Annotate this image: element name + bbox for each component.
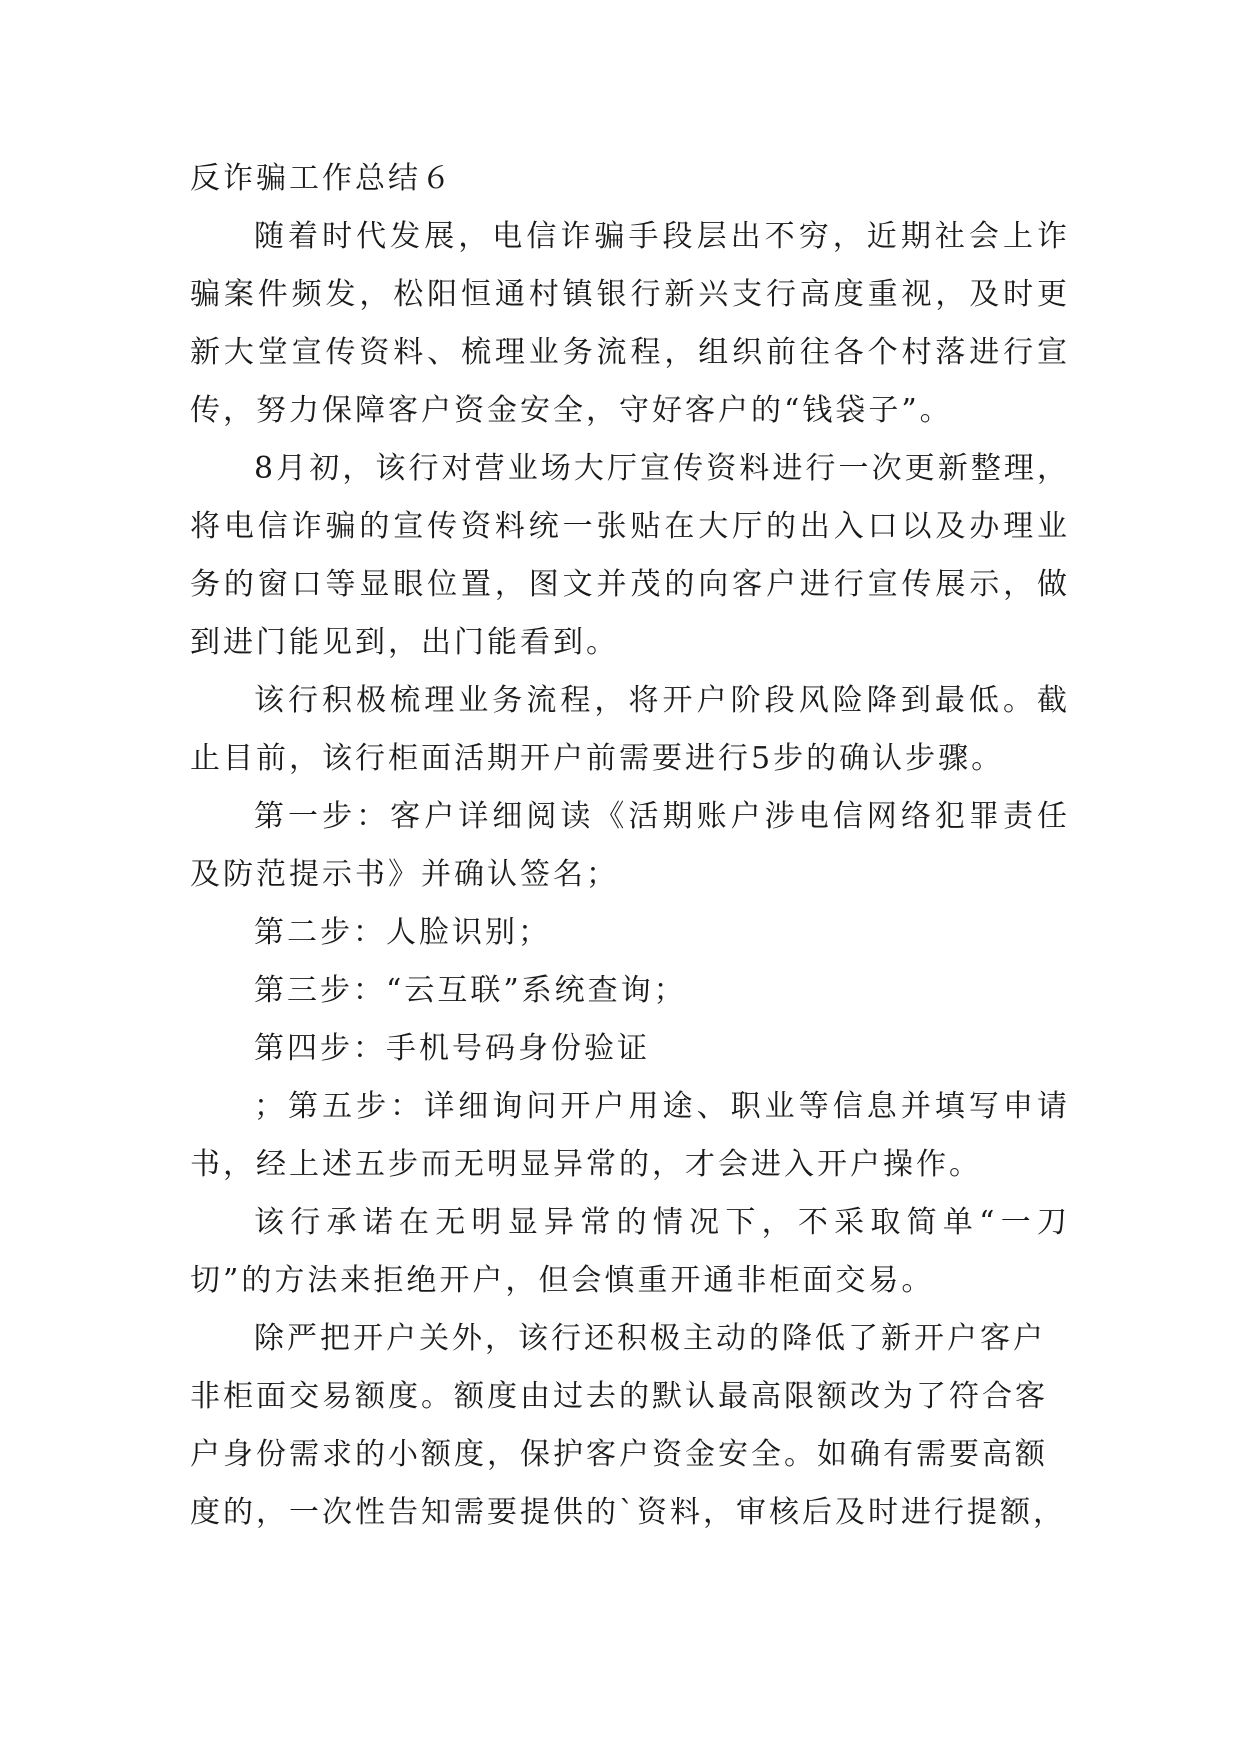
paragraph-august-update: 8月初，该行对营业场大厅宣传资料进行一次更新整理，将电信诈骗的宣传资料统一张贴在大厅的出入口以及办理业务的窗口等显眼位置，图文并茂的向客户进行宣传展示，做到进门能见到，出门能看到。 — [190, 451, 1070, 660]
paragraph-step-four: 第四步：手机号码身份验证 — [254, 1031, 650, 1066]
paragraph-step-three: 第三步：“云互联”系统查询； — [254, 973, 687, 1008]
document-title: 反诈骗工作总结６ — [190, 161, 454, 196]
paragraph-limit-reduction: 除严把开户关外，该行还积极主动的降低了新开户客户非柜面交易额度。额度由过去的默认最高限额改为了符合客户身份需求的小额度，保护客户资金安全。如确有需要高额度的，一次性告知需要提供的`资料，审核后及时进行提额， — [190, 1321, 1066, 1530]
paragraph-intro: 随着时代发展，电信诈骗手段层出不穷，近期社会上诈骗案件频发，松阳恒通村镇银行新兴支行高度重视，及时更新大堂宣传资料、梳理业务流程，组织前往各个村落进行宣传，努力保障客户资金安全，守好客户的“钱袋子”。 — [190, 219, 1070, 428]
paragraph-step-five: ；第五步：详细询问开户用途、职业等信息并填写申请书，经上述五步而无明显异常的，才会进入开户操作。 — [190, 1089, 1070, 1182]
paragraph-step-one: 第一步：客户详细阅读《活期账户涉电信网络犯罪责任及防范提示书》并确认签名； — [190, 799, 1070, 892]
paragraph-step-two: 第二步：人脸识别； — [254, 915, 551, 950]
paragraph-process-review: 该行积极梳理业务流程，将开户阶段风险降到最低。截止目前，该行柜面活期开户前需要进行5步的确认步骤。 — [190, 683, 1070, 776]
paragraph-commitment: 该行承诺在无明显异常的情况下，不采取简单“一刀切”的方法来拒绝开户，但会慎重开通非柜面交易。 — [190, 1205, 1070, 1298]
document-body — [190, 150, 1070, 1542]
